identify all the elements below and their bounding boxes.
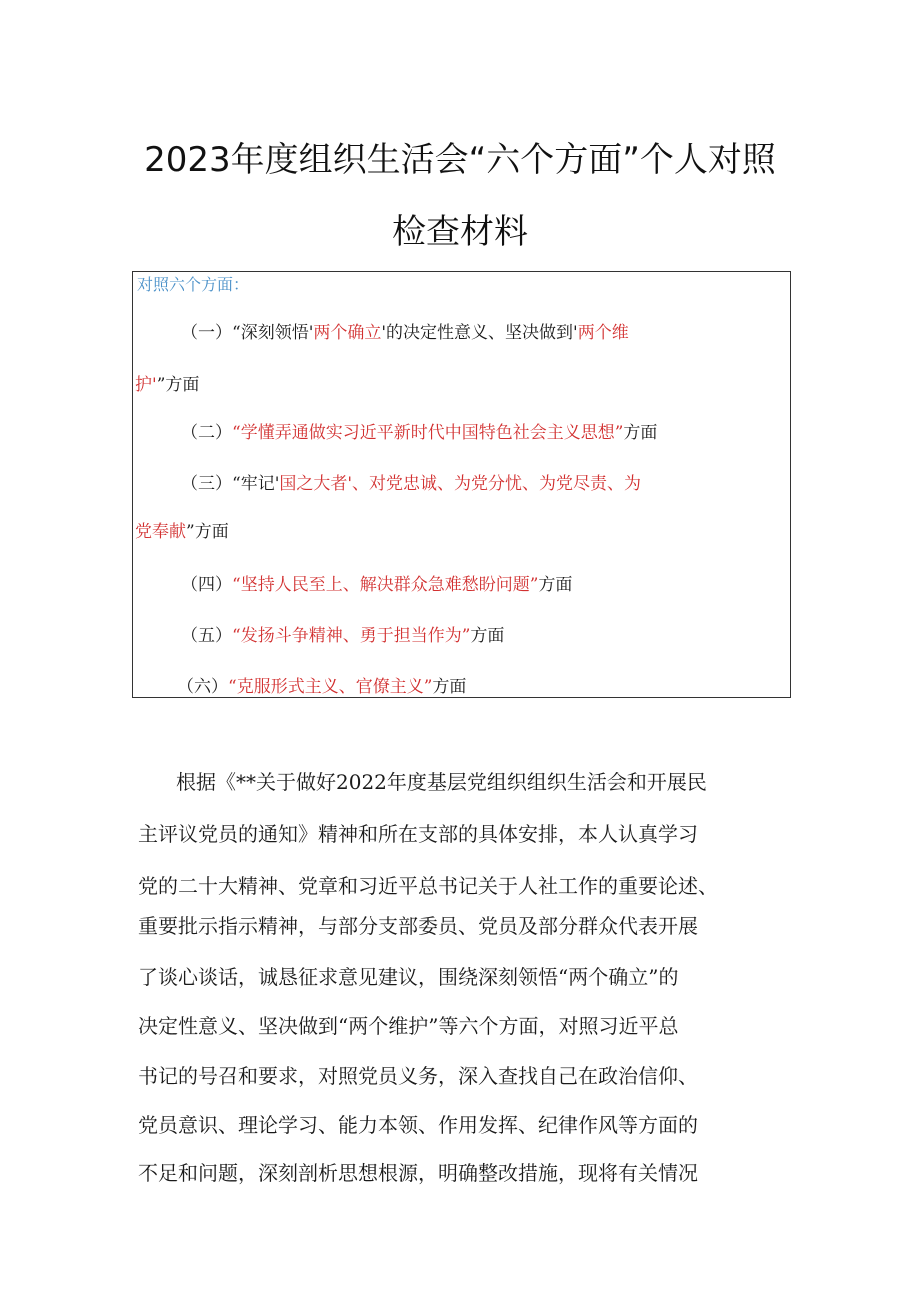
body-paragraph-line: 主评议党员的通知》精神和所在支部的具体安排，本人认真学习 (138, 822, 698, 846)
aspect-5-prefix: （五） (181, 626, 232, 646)
aspect-item-1-continued (135, 374, 199, 396)
body-paragraph-line: 重要批示指示精神，与部分支部委员、党员及部分群众代表开展 (138, 914, 698, 938)
body-paragraph-line: 了谈心谈话，诚恳征求意见建议，围绕深刻领悟“两个确立”的 (138, 965, 679, 989)
aspect-1-mid: '的决定性意义、坚决做到' (381, 323, 578, 343)
aspect-1-red-1: 两个确立 (313, 323, 382, 343)
aspect-item-4 (181, 574, 572, 596)
aspect-item-2 (181, 422, 657, 444)
body-paragraph-line: 决定性意义、坚决做到“两个维护”等六个方面，对照习近平总 (138, 1014, 679, 1038)
body-paragraph-line: 党的二十大精神、党章和习近平总书记关于人社工作的重要论述、 (138, 874, 718, 898)
aspect-item-5 (181, 625, 504, 647)
aspect-1-prefix: （一）“深刻领悟' (181, 323, 314, 343)
aspect-3-cont-red: 党奉献 (135, 522, 186, 542)
aspect-1-red-2: 两个维 (577, 323, 629, 343)
aspect-4-prefix: （四） (181, 575, 232, 595)
aspect-2-red: “学懂弄通做实习近平新时代中国特色社会主义思想” (232, 423, 624, 443)
aspect-item-6 (177, 676, 466, 698)
body-paragraph-line: 根据《**关于做好2022年度基层党组织组织生活会和开展民 (176, 770, 707, 794)
body-paragraph-line: 不足和问题，深刻剖析思想根源，明确整改措施，现将有关情况 (138, 1161, 698, 1185)
body-paragraph-line: 党员意识、理论学习、能力本领、作用发挥、纪律作风等方面的 (138, 1113, 698, 1137)
aspect-3-red: 国之大者'、对党忠诚、为党分忧、为党尽责、为 (279, 474, 642, 494)
body-paragraph-line: 书记的号召和要求，对照党员义务，深入查找自己在政治信仰、 (138, 1064, 698, 1088)
aspect-3-prefix: （三）“牢记' (181, 474, 280, 494)
aspect-2-suffix: 方面 (623, 423, 658, 443)
aspect-item-1 (181, 322, 629, 344)
aspect-5-suffix: 方面 (470, 626, 505, 646)
aspect-1-cont-red: 护' (135, 375, 157, 395)
aspect-item-3-continued (135, 521, 229, 543)
aspect-6-suffix: 方面 (432, 677, 467, 697)
six-aspects-box (132, 271, 791, 698)
document-title-line-1: 2023年度组织生活会“六个方面”个人对照 (144, 140, 776, 180)
aspect-4-suffix: 方面 (538, 575, 573, 595)
document-title-line-2: 检查材料 (392, 212, 528, 252)
aspect-3-cont-suffix: ”方面 (186, 522, 229, 542)
aspect-item-3 (181, 473, 641, 495)
aspect-6-red: “克服形式主义、官僚主义” (228, 677, 433, 697)
aspect-5-red: “发扬斗争精神、勇于担当作为” (232, 626, 471, 646)
aspect-4-red: “坚持人民至上、解决群众急难愁盼问题” (232, 575, 539, 595)
aspect-2-prefix: （二） (181, 423, 232, 443)
aspect-1-cont-suffix: ”方面 (156, 375, 200, 395)
aspect-6-prefix: （六） (177, 677, 228, 697)
aspects-heading: 对照六个方面： (137, 275, 250, 294)
